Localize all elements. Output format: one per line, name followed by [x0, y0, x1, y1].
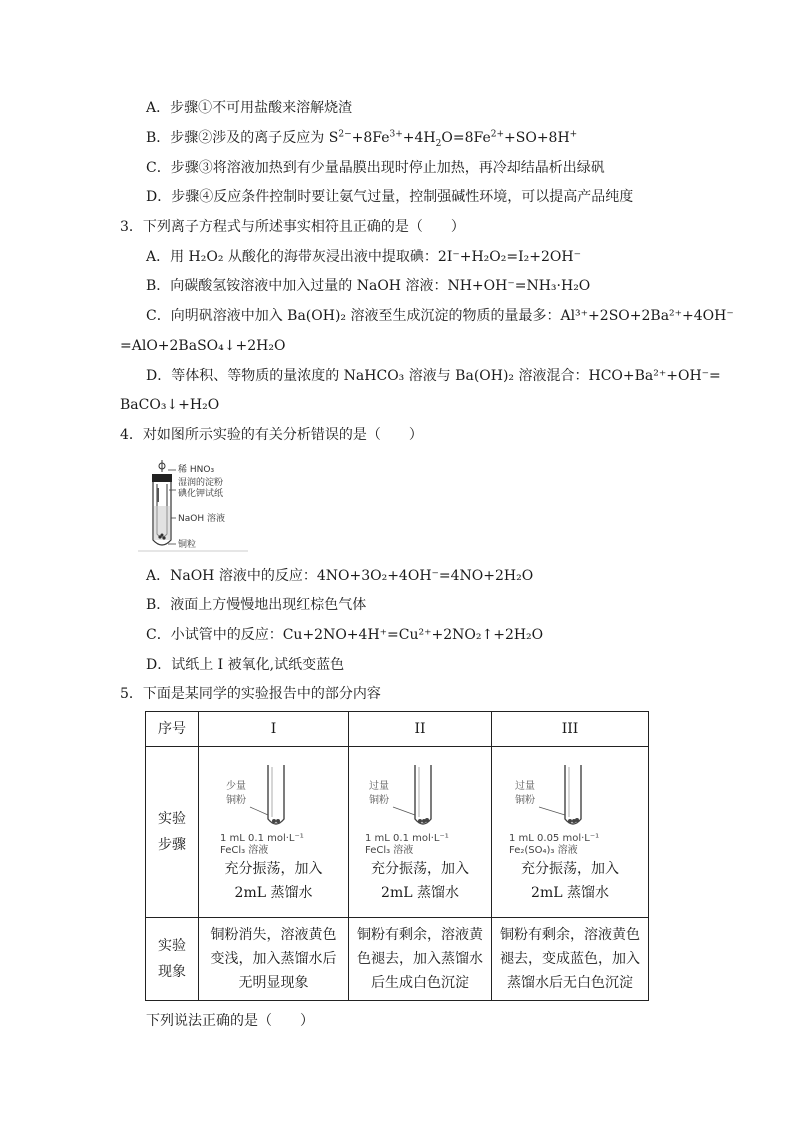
q2-b-text: +SO+8H: [504, 130, 570, 146]
observation-text: 蒸馏水后无白色沉淀: [507, 975, 633, 991]
step-text: 充分振荡，加入: [224, 861, 323, 877]
fig-text: FeCl₃ 溶液: [219, 845, 268, 856]
step-text: 充分振荡，加入: [371, 861, 469, 877]
row-label-text: 现象: [158, 964, 186, 980]
row-label-steps: [146, 747, 199, 918]
row-label-text: 实验: [158, 811, 186, 827]
fig-text: 过量: [515, 781, 535, 792]
fig-text: 铜粉: [515, 795, 535, 806]
q2-b-text: +4H: [402, 130, 436, 146]
q2-b-text: +8Fe: [351, 130, 390, 146]
fig-text: 少量: [225, 781, 246, 792]
observation-text: 铜粉有剩余，溶液黄色: [500, 927, 640, 943]
q3-stem: 3．下列离子方程式与所述事实相符且正确的是（ ）: [120, 219, 465, 235]
table-cell-observation-3: [492, 918, 649, 1001]
q2-b-sup: 3+: [389, 129, 403, 140]
observation-text: 铜粉有剩余，溶液黄: [357, 927, 483, 943]
table-cell-observation-1: [199, 918, 349, 1001]
fig-label-copper: 铜粒: [178, 540, 197, 550]
q2-b-sup: +: [569, 129, 578, 140]
table-cell-observation-2: [349, 918, 492, 1001]
experiment-table: [145, 711, 649, 1001]
table-row-observations: [146, 918, 649, 1001]
q2-option-b: [146, 128, 577, 148]
observation-text: 色褪去，加入蒸馏水: [357, 951, 483, 967]
step-text: 2mL 蒸馏水: [381, 885, 459, 901]
fig-label-paper: 碘化钾试纸: [178, 489, 224, 499]
table-header: I: [199, 712, 349, 747]
row-label-text: 步骤: [158, 837, 186, 853]
step-text: 2mL 蒸馏水: [531, 885, 609, 901]
q2-b-text: O=8Fe: [441, 130, 491, 146]
fig-text: FeCl₃ 溶液: [365, 845, 414, 856]
q3-option-c: C．向明矾溶液中加入 Ba(OH)₂ 溶液至生成沉淀的物质的量最多：Al³⁺+2SO+2Ba²⁺+4OH⁻: [146, 308, 734, 324]
fig-label-naoh: NaOH 溶液: [178, 514, 225, 524]
q4-option-d: D．试纸上 I 被氧化,试纸变蓝色: [146, 657, 345, 673]
table-header: II: [349, 712, 492, 747]
observation-text: 无明显现象: [238, 975, 309, 991]
q2-b-text: B．步骤②涉及的离子反应为 S: [146, 130, 339, 146]
q4-option-c: C．小试管中的反应：Cu+2NO+4H⁺=Cu²⁺+2NO₂↑+2H₂O: [146, 627, 544, 643]
fig-text: 1 mL 0.05 mol·L⁻¹: [509, 833, 600, 844]
test-tube-figure-3: [499, 759, 641, 857]
q3-option-c-cont: =AlO+2BaSO₄↓+2H₂O: [120, 338, 286, 354]
fig-text: 过量: [369, 781, 389, 792]
q4-option-b: B．液面上方慢慢地出现红棕色气体: [146, 597, 367, 613]
q2-b-sub: 2: [435, 138, 442, 149]
observation-text: 铜粉消失，溶液黄色: [210, 927, 337, 943]
table-cell-step-3: [492, 747, 649, 918]
table-cell-step-2: [349, 747, 492, 918]
table-header: 序号: [146, 712, 199, 747]
fig-text: 1 mL 0.1 mol·L⁻¹: [365, 833, 449, 844]
q2-option-d: D．步骤④反应条件控制时要让氨气过量，控制强碱性环境，可以提高产品纯度: [146, 189, 634, 205]
test-tube-figure-2: [355, 759, 485, 857]
observation-text: 后生成白色沉淀: [371, 975, 469, 991]
q3-option-b: B．向碳酸氢铵溶液中加入过量的 NaOH 溶液：NH+OH⁻=NH₃·H₂O: [146, 278, 591, 294]
q2-b-sup: 2−: [338, 129, 352, 140]
q3-option-a: A．用 H₂O₂ 从酸化的海带灰浸出液中提取碘：2I⁻+H₂O₂=I₂+2OH⁻: [146, 249, 581, 265]
test-tube-figure-1: [206, 759, 342, 857]
observation-text: 变浅，加入蒸馏水后: [210, 951, 337, 967]
q2-b-sup: 2+: [490, 129, 505, 140]
q5-stem: 5．下面是某同学的实验报告中的部分内容: [120, 686, 381, 702]
fig-text: 1 mL 0.1 mol·L⁻¹: [219, 833, 304, 844]
table-header-row: [146, 712, 649, 747]
fig-text: 铜粉: [225, 795, 246, 806]
table-cell-step-1: [199, 747, 349, 918]
q5-followup: 下列说法正确的是（ ）: [146, 1013, 314, 1029]
row-label-text: 实验: [158, 938, 186, 954]
q2-option-a: A．步骤①不可用盐酸来溶解烧渣: [146, 100, 353, 116]
fig-label-starch: 湿润的淀粉: [178, 478, 224, 488]
observation-text: 褪去，变成蓝色，加入: [500, 951, 640, 967]
row-label-observations: [146, 918, 199, 1001]
q3-option-d: D．等体积、等物质的量浓度的 NaHCO₃ 溶液与 Ba(OH)₂ 溶液混合：HCO+Ba²⁺+OH⁻=: [146, 368, 721, 384]
fig-text: Fe₂(SO₄)₃ 溶液: [509, 845, 578, 856]
apparatus-figure: [138, 458, 248, 554]
q2-option-c: C．步骤③将溶液加热到有少量晶膜出现时停止加热，再冷却结晶析出绿矾: [146, 160, 605, 176]
step-text: 2mL 蒸馏水: [234, 885, 313, 901]
q3-option-d-cont: BaCO₃↓+H₂O: [120, 397, 220, 413]
q4-option-a: A．NaOH 溶液中的反应：4NO+3O₂+4OH⁻=4NO+2H₂O: [146, 568, 534, 584]
q4-stem: 4．对如图所示实验的有关分析错误的是（ ）: [120, 427, 423, 443]
table-header: III: [492, 712, 649, 747]
fig-text: 铜粉: [369, 795, 389, 806]
fig-label-hno3: 稀 HNO₃: [178, 465, 215, 475]
step-text: 充分振荡，加入: [521, 861, 619, 877]
table-row-steps: [146, 747, 649, 918]
